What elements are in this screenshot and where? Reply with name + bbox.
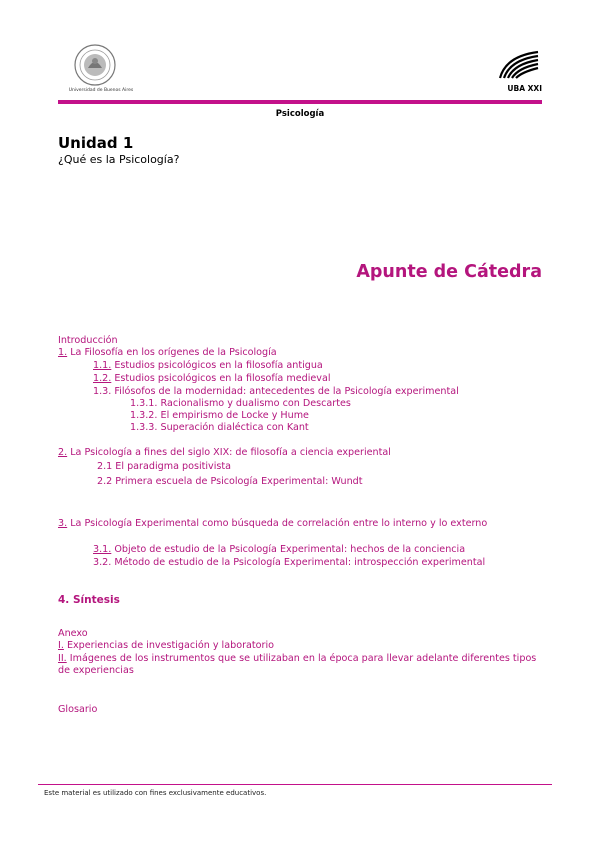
header-divider <box>58 100 542 104</box>
page-header <box>58 44 542 102</box>
toc-item-1-2[interactable] <box>93 373 331 385</box>
toc-intro[interactable]: Introducción <box>58 335 118 346</box>
document-title: Apunte de Cátedra <box>356 262 542 282</box>
toc-number[interactable]: 1.1. <box>93 360 112 371</box>
toc-item-1[interactable] <box>58 347 277 359</box>
toc-annex-2[interactable] <box>58 653 538 677</box>
toc-label: Experiencias de investigación y laboratorio <box>63 640 274 651</box>
toc-number[interactable]: I. <box>58 640 64 651</box>
university-seal-icon <box>74 44 116 86</box>
toc-label: Estudios psicológicos en la filosofía medieval <box>111 373 331 384</box>
toc-item-1-3-3[interactable]: 1.3.3. Superación dialéctica con Kant <box>130 422 309 433</box>
toc-number[interactable]: 1. <box>58 347 68 358</box>
unit-title: Unidad 1 <box>58 134 134 152</box>
toc-number[interactable]: 1.2. <box>93 373 112 384</box>
toc-label: Objeto de estudio de la Psicología Experimental: hechos de la conciencia <box>111 544 466 555</box>
toc-label: Imágenes de los instrumentos que se utilizaban en la época para llevar adelante diferentes tipos de experiencias <box>58 653 537 676</box>
toc-item-2-1[interactable]: 2.1 El paradigma positivista <box>97 461 232 472</box>
footer-note: Este material es utilizado con fines exclusivamente educativos. <box>44 789 267 797</box>
toc-anexo[interactable]: Anexo <box>58 628 88 639</box>
toc-item-1-1[interactable] <box>93 360 323 372</box>
toc-item-1-3-2[interactable]: 1.3.2. El empirismo de Locke y Hume <box>130 410 309 421</box>
toc-number[interactable]: II. <box>58 653 67 664</box>
toc-item-3[interactable] <box>58 518 528 530</box>
university-name: Universidad de Buenos Aires <box>68 88 134 93</box>
toc-item-2-2[interactable]: 2.2 Primera escuela de Psicología Experimental: Wundt <box>97 476 363 487</box>
toc-annex-1[interactable] <box>58 640 274 652</box>
toc-label: La Psicología a fines del siglo XIX: de filosofía a ciencia experiental <box>67 447 391 458</box>
footer-divider <box>38 784 552 785</box>
toc-label: La Psicología Experimental como búsqueda de correlación entre lo interno y lo externo <box>67 518 488 529</box>
toc-number[interactable]: 3.1. <box>93 544 112 555</box>
toc-item-2[interactable] <box>58 447 391 459</box>
toc-label: La Filosofía en los orígenes de la Psicología <box>67 347 277 358</box>
unit-subtitle: ¿Qué es la Psicología? <box>58 153 180 166</box>
toc-glosario[interactable]: Glosario <box>58 704 98 715</box>
toc-label: Estudios psicológicos en la filosofía antigua <box>111 360 323 371</box>
toc-item-1-3-1[interactable]: 1.3.1. Racionalismo y dualismo con Descartes <box>130 398 351 409</box>
toc-number[interactable]: 2. <box>58 447 68 458</box>
toc-item-4[interactable]: 4. Síntesis <box>58 594 120 606</box>
toc-item-1-3[interactable]: 1.3. Filósofos de la modernidad: antecedentes de la Psicología experimental <box>93 386 459 397</box>
subject-title: Psicología <box>275 109 325 119</box>
toc-number[interactable]: 3. <box>58 518 68 529</box>
toc-item-3-1[interactable] <box>93 544 465 556</box>
uba-xxi-caption: UBA XXI <box>507 84 542 93</box>
uba-xxi-logo-icon <box>498 50 540 80</box>
toc-item-3-2[interactable]: 3.2. Método de estudio de la Psicología Experimental: introspección experimental <box>93 557 486 568</box>
